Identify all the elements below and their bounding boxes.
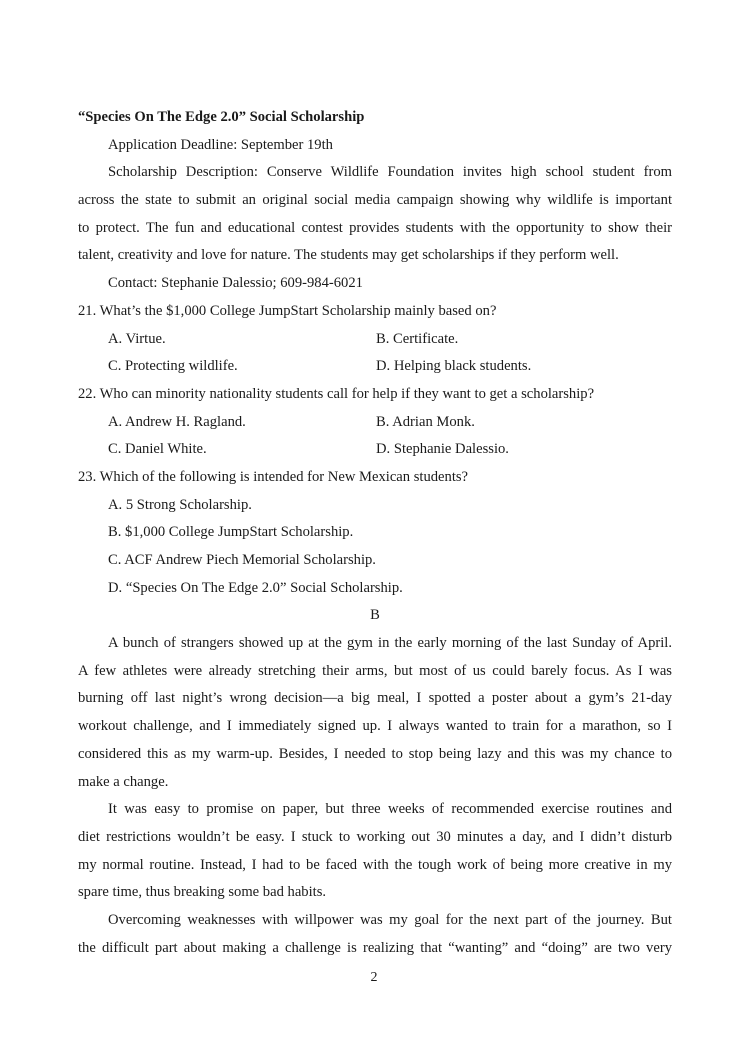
passage-line: the difficult part about making a challenge is realizing that “wanting” and “doing” are two very xyxy=(78,939,672,956)
scholarship-title: “Species On The Edge 2.0” Social Scholarship xyxy=(78,109,365,125)
option: C. Daniel White. xyxy=(108,441,207,458)
document-page xyxy=(78,104,672,962)
passage-line: workout challenge, and I immediately signed up. I always wanted to train for a marathon, so I xyxy=(78,718,672,735)
passage-line: diet restrictions wouldn’t be easy. I stuck to working out 30 minutes a day, and I didn’t disturb xyxy=(78,828,672,845)
description-line: talent, creativity and love for nature. The students may get scholarships if they perform well. xyxy=(78,247,619,264)
option: D. Helping black students. xyxy=(376,358,532,375)
options-row xyxy=(78,353,672,381)
section-heading: B xyxy=(370,607,380,624)
question-stem: 23. Which of the following is intended for New Mexican students? xyxy=(78,468,469,485)
option: D. “Species On The Edge 2.0” Social Scholarship. xyxy=(108,579,403,596)
application-deadline: Application Deadline: September 19th xyxy=(108,136,333,153)
passage-line: It was easy to promise on paper, but three weeks of recommended exercise routines and xyxy=(108,801,672,818)
passage-line: considered this as my warm-up. Besides, I needed to stop being lazy and this was my chance to xyxy=(78,745,672,762)
option: A. Andrew H. Ragland. xyxy=(108,413,246,430)
options-row xyxy=(78,326,672,354)
passage-line: A bunch of strangers showed up at the gym in the early morning of the last Sunday of April. xyxy=(108,635,672,652)
question-stem: 21. What’s the $1,000 College JumpStart Scholarship mainly based on? xyxy=(78,302,497,319)
option: D. Stephanie Dalessio. xyxy=(376,441,509,458)
passage-line: burning off last night’s wrong decision—a big meal, I spotted a poster about a gym’s 21-day xyxy=(78,690,672,707)
question-stem: 22. Who can minority nationality students call for help if they want to get a scholarship? xyxy=(78,385,595,402)
description-line: Scholarship Description: Conserve Wildlife Foundation invites high school student from xyxy=(108,164,672,181)
option: B. Adrian Monk. xyxy=(376,413,475,430)
options-row xyxy=(78,409,672,437)
option: B. Certificate. xyxy=(376,330,459,347)
option: A. Virtue. xyxy=(108,330,166,347)
contact-info: Contact: Stephanie Dalessio; 609-984-6021 xyxy=(108,275,363,292)
options-row xyxy=(78,436,672,464)
option: A. 5 Strong Scholarship. xyxy=(108,496,252,513)
passage-line: A few athletes were already stretching their arms, but most of us could barely focus. As I was xyxy=(78,662,672,679)
passage-line: Overcoming weaknesses with willpower was my goal for the next part of the journey. But xyxy=(108,911,672,928)
option: C. Protecting wildlife. xyxy=(108,358,238,375)
option: B. $1,000 College JumpStart Scholarship. xyxy=(108,524,354,541)
passage-line: spare time, thus breaking some bad habits. xyxy=(78,884,327,901)
option: C. ACF Andrew Piech Memorial Scholarship. xyxy=(108,552,376,568)
description-line: across the state to submit an original social media campaign showing why wildlife is important xyxy=(78,192,672,209)
passage-line: make a change. xyxy=(78,773,169,790)
description-line: to protect. The fun and educational contest provides students with the opportunity to show their xyxy=(78,219,672,236)
page-number: 2 xyxy=(370,970,378,985)
passage-line: my normal routine. Instead, I had to be faced with the tough work of being more creative in my xyxy=(78,856,672,873)
